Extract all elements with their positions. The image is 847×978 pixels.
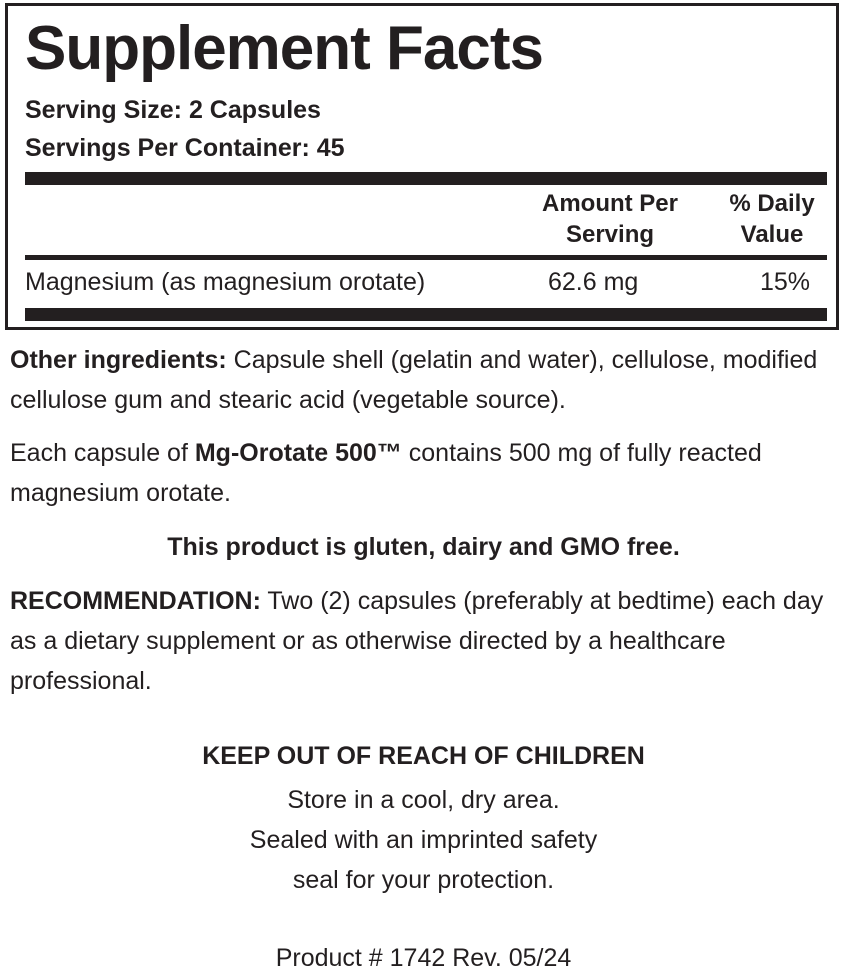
other-ingredients-text: Capsule shell (gelatin and water), cellulose, modified cellulose gum and stearic acid (vegetable source). <box>10 346 818 414</box>
seal-note-line2: seal for your protection. <box>292 866 555 894</box>
nutrient-name: Magnesium (as magnesium orotate) <box>25 268 426 296</box>
other-ingredients <box>10 340 830 420</box>
column-header-amount <box>535 188 685 250</box>
storage-instruction: Store in a cool, dry area. <box>287 786 560 814</box>
capsule-info-prefix: Each capsule of <box>10 439 195 467</box>
allergen-free-statement: This product is gluten, dairy and GMO free. <box>167 533 680 561</box>
column-header-daily-value <box>720 188 824 250</box>
column-header-dv-line1: % Daily <box>729 190 815 217</box>
recommendation-text: Two (2) capsules (preferably at bedtime) each day as a dietary supplement or as otherwise directed by a healthcare professional. <box>10 587 824 695</box>
nutrient-daily-value: 15% <box>759 268 810 296</box>
serving-size: Serving Size: 2 Capsules <box>25 96 321 124</box>
thick-divider-bottom <box>25 308 827 321</box>
servings-per-container: Servings Per Container: 45 <box>25 134 345 162</box>
capsule-product-name: Mg-Orotate 500™ <box>194 439 402 467</box>
thick-divider-top <box>25 172 827 185</box>
seal-note-line1: Sealed with an imprinted safety <box>249 826 598 854</box>
product-code: Product # 1742 Rev. 05/24 <box>275 944 572 972</box>
column-header-amount-line2: Serving <box>565 221 655 248</box>
column-header-dv-line2: Value <box>740 221 804 248</box>
nutrient-amount: 62.6 mg <box>548 268 639 296</box>
facts-title: Supplement Facts <box>25 14 543 83</box>
supplement-facts-panel <box>5 3 839 330</box>
medium-divider <box>25 255 827 260</box>
other-ingredients-label: Other ingredients: <box>10 346 227 374</box>
capsule-info-suffix: contains 500 mg of fully reacted magnesium orotate. <box>10 439 762 507</box>
capsule-info <box>10 433 830 513</box>
keep-out-warning: KEEP OUT OF REACH OF CHILDREN <box>202 742 645 770</box>
column-header-amount-line1: Amount Per <box>541 190 678 217</box>
recommendation-label: RECOMMENDATION: <box>10 587 261 615</box>
recommendation <box>10 581 830 701</box>
